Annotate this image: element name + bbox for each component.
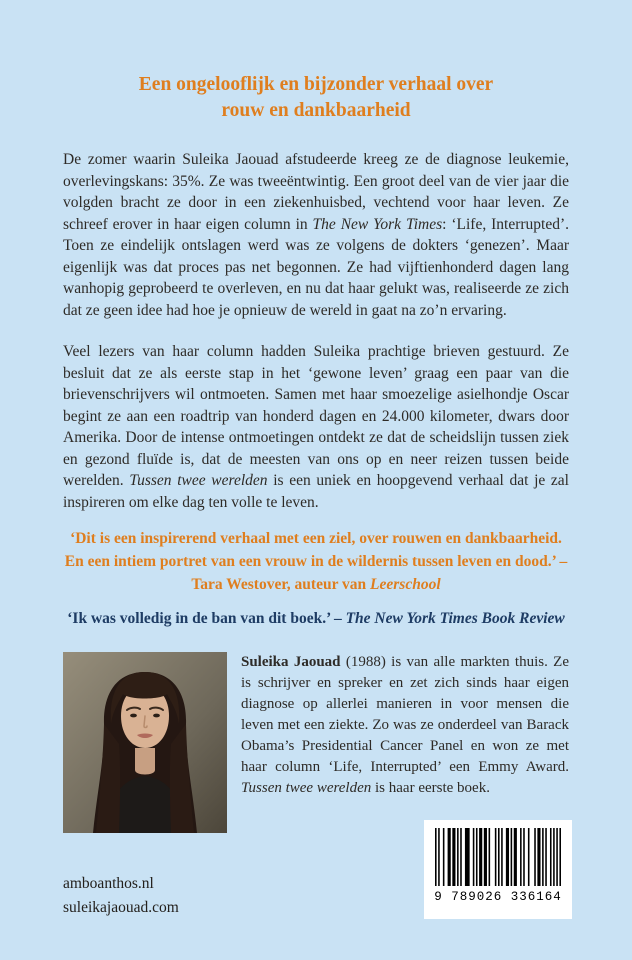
author-photo (63, 652, 227, 833)
barcode-bars (435, 828, 561, 886)
endorsement-quote: ‘Dit is een inspirerend verhaal met een ziel, over rouwen en dankbaarheid. En een intiem portret van een vrouw in de wildernis tussen leven en dood.’ – Tara Westover, auteur van Leerschool (64, 530, 568, 593)
barcode-number: 9 789026 336164 (434, 890, 562, 904)
tagline-line1: Een ongelooflijk en bijzonder verhaal over (138, 74, 494, 95)
synopsis-paragraph-2: Veel lezers van haar column hadden Suleika prachtige brieven gestuurd. Ze besluit dat ze als eerste stap in het ‘gewone leven’ graag een paar van die brievenschrijvers wil ontmoeten. Samen met haar smoezelige asielhondje Oscar begint ze aan een roadtrip van honderd dagen en 24.000 kilometer, dwars door Amerika. Door de intense ontmoetingen ontdekt ze dat de scheidslijn tussen ziek en gezond fluïde is, dat de meesten van ons op en neer reizen tussen beide werelden. Tussen twee werelden is een uniek en hoopgevend verhaal dat je zal inspireren om elke dag ten volle te leven. (63, 343, 569, 511)
author-portrait-illustration (63, 652, 227, 833)
author-url: suleikajaouad.com (63, 899, 179, 916)
synopsis-paragraph-1: De zomer waarin Suleika Jaouad afstudeerde kreeg ze de diagnose leukemie, overlevingskans: 35%. Ze was tweeëntwintig. Een groot deel van de vier jaar die volgden bracht ze door in een ziekenhuisbed, vechtend voor haar leven. Ze schreef erover in haar eigen column in The New York Times: ‘Life, Interrupted’. Toen ze eindelijk ontslagen werd was ze volgens de dokters ‘genezen’. Maar eigenlijk was dat proces pas net begonnen. Ze had vijftienhonderd dagen lang wanhopig geprobeerd te overleven, en nu dat haar gelukt was, realiseerde ze zich dat ze geen idee had hoe je opnieuw de wereld in gaat na zo’n ervaring. (63, 151, 569, 319)
footer-links (63, 872, 179, 920)
barcode (424, 820, 572, 919)
tagline-heading (0, 72, 632, 124)
tagline-line2: rouw en dankbaarheid (221, 100, 411, 121)
publisher-url: amboanthos.nl (63, 875, 154, 892)
author-bio: Suleika Jaouad (1988) is van alle markten thuis. Ze is schrijver en spreker en zet zich sinds haar eigen diagnose op allerlei manieren in voor mensen die leven met een ziekte. Zo was ze onderdeel van Barack Obama’s Presidential Cancer Panel en won ze met haar column ‘Life, Interrupted’ een Emmy Award. Tussen twee werelden is haar eerste boek. (241, 654, 569, 796)
review-quote: ‘Ik was volledig in de ban van dit boek.’ – The New York Times Book Review (67, 610, 565, 627)
